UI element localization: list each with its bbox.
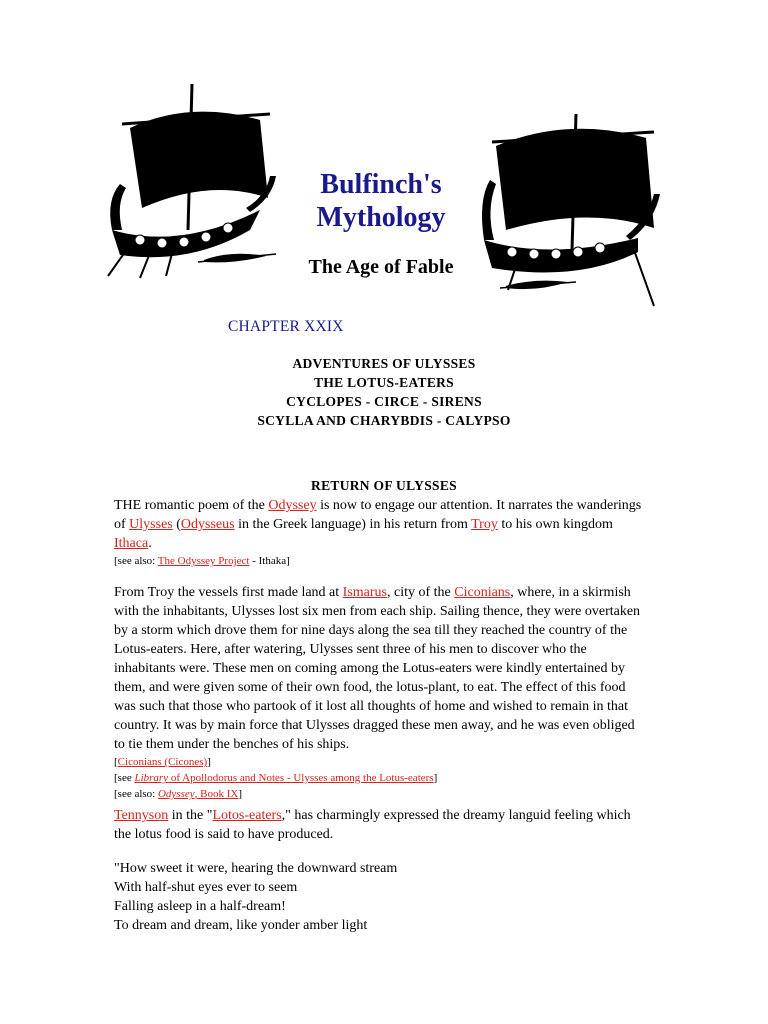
- link-ismarus[interactable]: Ismarus: [342, 585, 387, 600]
- link-ciconians[interactable]: Ciconians: [454, 585, 511, 600]
- link-troy[interactable]: Troy: [471, 517, 498, 532]
- paragraph-lotus-eaters: [114, 583, 644, 802]
- text: ," has charmingly expressed the dreamy languid feeling which the lotus food is said to have produced.: [114, 808, 631, 842]
- text: , city of the: [386, 585, 455, 600]
- section-title: RETURN OF ULYSSES: [311, 478, 457, 493]
- page-subtitle: The Age of Fable: [308, 256, 454, 278]
- text: ]: [433, 772, 438, 784]
- text: in the ": [168, 808, 213, 823]
- text: From Troy the vessels first made land at: [114, 585, 343, 600]
- paragraph-tennyson: [114, 806, 644, 844]
- link-ciconians-cicones[interactable]: Ciconians (Cicones): [117, 756, 208, 768]
- text: (: [172, 517, 181, 532]
- text: Library: [134, 772, 169, 784]
- text: is now to engage our attention. It narrates the wanderings of: [114, 498, 642, 532]
- link-ulysses[interactable]: Ulysses: [129, 517, 173, 532]
- link-tennyson[interactable]: Tennyson: [114, 808, 169, 823]
- note-odyssey-book: [114, 786, 644, 802]
- see-also-note: [114, 553, 644, 569]
- poem-line: "How sweet it were, hearing the downward stream: [114, 861, 398, 876]
- text: [see also:: [114, 788, 158, 800]
- link-odyssey[interactable]: Odyssey: [268, 498, 317, 513]
- note-ciconians: [114, 754, 644, 770]
- topic-heading: SCYLLA AND CHARYBDIS - CALYPSO: [257, 413, 511, 428]
- ship-illustration-right: [478, 110, 663, 310]
- text: , Book IX: [194, 788, 239, 800]
- text: [: [114, 756, 118, 768]
- title-line-1: Bulfinch's: [320, 169, 442, 200]
- note-apollodorus: [114, 770, 644, 786]
- text: to his own kingdom: [497, 517, 613, 532]
- topic-heading: ADVENTURES OF ULYSSES: [292, 356, 476, 371]
- poem-excerpt: [114, 859, 644, 935]
- link-odyssey-book-ix[interactable]: [158, 788, 238, 800]
- topic-heading: THE LOTUS-EATERS: [314, 375, 454, 390]
- ship-illustration-left: [100, 80, 280, 280]
- poem-line: To dream and dream, like yonder amber light: [114, 918, 368, 933]
- title-line-2: Mythology: [316, 202, 446, 233]
- text: [see also:: [114, 555, 158, 567]
- text: ]: [238, 788, 243, 800]
- chapter-topics: [114, 354, 654, 430]
- text: in the Greek language) in his return from: [234, 517, 472, 532]
- link-odyssey-project[interactable]: The Odyssey Project: [157, 555, 250, 567]
- text: [see: [114, 772, 135, 784]
- text: ]: [207, 756, 211, 768]
- text: .: [148, 536, 152, 551]
- poem-line: With half-shut eyes ever to seem: [114, 880, 298, 895]
- text: THE romantic poem of the: [114, 498, 269, 513]
- topic-heading: CYCLOPES - CIRCE - SIRENS: [286, 394, 482, 409]
- text: of Apollodorus and Notes - Ulysses among the Lotus-eaters: [168, 772, 434, 784]
- link-odysseus[interactable]: Odysseus: [180, 517, 235, 532]
- link-library-apollodorus[interactable]: [134, 772, 433, 784]
- link-lotos-eaters[interactable]: Lotos-eaters: [212, 808, 282, 823]
- chapter-heading: CHAPTER XXIX: [228, 318, 344, 335]
- text: - Ithaka]: [249, 555, 290, 567]
- paragraph-odyssey: [114, 496, 644, 569]
- poem-line: Falling asleep in a half-dream!: [114, 899, 286, 914]
- text: Odyssey: [157, 788, 195, 800]
- link-ithaca[interactable]: Ithaca: [114, 536, 149, 551]
- page-title: [296, 168, 466, 234]
- text: , where, in a skirmish with the inhabitants, Ulysses lost six men from each ship. Sailing thence, they were overtaken by a storm which drove them for nine days along the sea till they reached the country of the Lotus-eaters. Here, after watering, Ulysses sent three of his men to discover who the inhabitants were. These men on coming among the Lotus-eaters were kindly entertained by them, and were given some of their own food, the lotus-plant, to eat. The effect of this food was such that those who partook of it lost all thoughts of home and wished to remain in that country. It was by main force that Ulysses dragged these men away, and he was even obliged to tie them under the benches of his ships.: [114, 585, 641, 752]
